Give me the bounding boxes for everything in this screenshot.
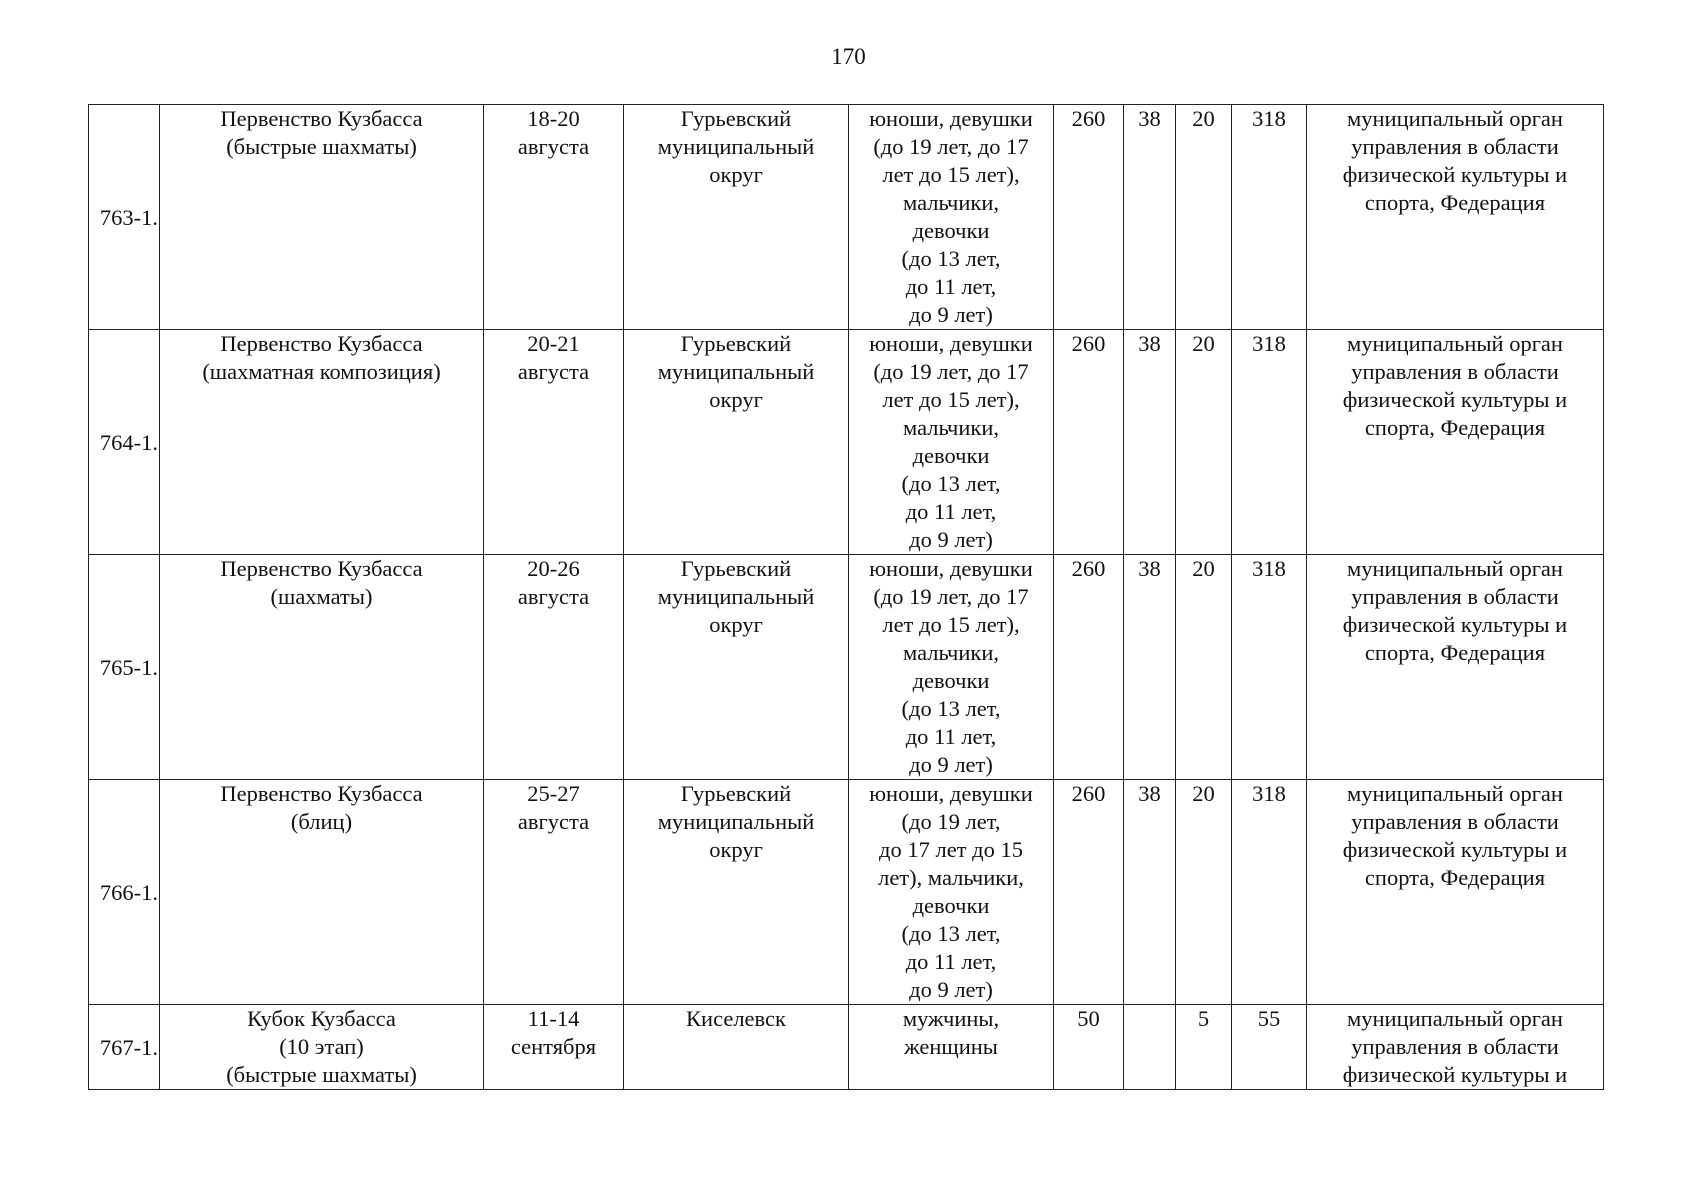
count-cell-1: 260: [1054, 555, 1124, 780]
dates-cell: 18-20 августа: [484, 105, 624, 330]
count-cell-total: 55: [1232, 1005, 1307, 1090]
event-name-cell: Первенство Кузбасса (шахматная композиция): [160, 330, 484, 555]
organizer-cell: муниципальный орган управления в области физической культуры и спорта, Федерация: [1307, 105, 1604, 330]
count-cell-1: 260: [1054, 330, 1124, 555]
dates-cell: 20-21 августа: [484, 330, 624, 555]
event-name-cell: Первенство Кузбасса (блиц): [160, 780, 484, 1005]
location-cell: Гурьевский муниципальный округ: [624, 780, 849, 1005]
participants-cell: мужчины, женщины: [849, 1005, 1054, 1090]
count-cell-1: 260: [1054, 105, 1124, 330]
count-cell-3: 20: [1176, 105, 1232, 330]
row-number-cell: [89, 555, 160, 780]
table-row: [89, 780, 1604, 1005]
participants-cell: юноши, девушки (до 19 лет, до 17 лет до 15 лет), мальчики, девочки (до 13 лет, до 11 лет, до 9 лет): [849, 555, 1054, 780]
count-cell-2: 38: [1124, 555, 1176, 780]
organizer-cell: муниципальный орган управления в области физической культуры и: [1307, 1005, 1604, 1090]
table-row: [89, 1005, 1604, 1090]
table-row: [89, 555, 1604, 780]
organizer-cell: муниципальный орган управления в области физической культуры и спорта, Федерация: [1307, 330, 1604, 555]
count-cell-1: 50: [1054, 1005, 1124, 1090]
row-number: 767-1.: [99, 1035, 158, 1060]
row-number-cell: [89, 1005, 160, 1090]
row-number-cell: [89, 105, 160, 330]
event-name-cell: Первенство Кузбасса (быстрые шахматы): [160, 105, 484, 330]
organizer-cell: муниципальный орган управления в области физической культуры и спорта, Федерация: [1307, 555, 1604, 780]
page-number: 170: [831, 44, 866, 69]
location-cell: Гурьевский муниципальный округ: [624, 105, 849, 330]
count-cell-1: 260: [1054, 780, 1124, 1005]
dates-cell: 25-27 августа: [484, 780, 624, 1005]
count-cell-2: [1124, 1005, 1176, 1090]
count-cell-2: 38: [1124, 780, 1176, 1005]
count-cell-2: 38: [1124, 330, 1176, 555]
count-cell-total: 318: [1232, 105, 1307, 330]
count-cell-3: 20: [1176, 330, 1232, 555]
event-name-cell: Кубок Кузбасса (10 этап) (быстрые шахматы): [160, 1005, 484, 1090]
count-cell-2: 38: [1124, 105, 1176, 330]
row-number: 764-1.: [99, 430, 158, 455]
location-cell: Гурьевский муниципальный округ: [624, 330, 849, 555]
count-cell-3: 20: [1176, 555, 1232, 780]
dates-cell: 11-14 сентября: [484, 1005, 624, 1090]
organizer-cell: муниципальный орган управления в области физической культуры и спорта, Федерация: [1307, 780, 1604, 1005]
participants-cell: юноши, девушки (до 19 лет, до 17 лет до 15 лет), мальчики, девочки (до 13 лет, до 11 лет, до 9 лет): [849, 780, 1054, 1005]
event-name-cell: Первенство Кузбасса (шахматы): [160, 555, 484, 780]
dates-cell: 20-26 августа: [484, 555, 624, 780]
row-number: 763-1.: [99, 205, 158, 230]
events-table: [88, 104, 1604, 1090]
participants-cell: юноши, девушки (до 19 лет, до 17 лет до 15 лет), мальчики, девочки (до 13 лет, до 11 лет, до 9 лет): [849, 105, 1054, 330]
row-number: 766-1.: [99, 880, 158, 905]
count-cell-total: 318: [1232, 330, 1307, 555]
count-cell-3: 20: [1176, 780, 1232, 1005]
row-number-cell: [89, 780, 160, 1005]
table-row: [89, 105, 1604, 330]
row-number-cell: [89, 330, 160, 555]
count-cell-total: 318: [1232, 555, 1307, 780]
table-row: [89, 330, 1604, 555]
location-cell: Киселевск: [624, 1005, 849, 1090]
row-number: 765-1.: [99, 655, 158, 680]
count-cell-3: 5: [1176, 1005, 1232, 1090]
participants-cell: юноши, девушки (до 19 лет, до 17 лет до 15 лет), мальчики, девочки (до 13 лет, до 11 лет, до 9 лет): [849, 330, 1054, 555]
location-cell: Гурьевский муниципальный округ: [624, 555, 849, 780]
count-cell-total: 318: [1232, 780, 1307, 1005]
